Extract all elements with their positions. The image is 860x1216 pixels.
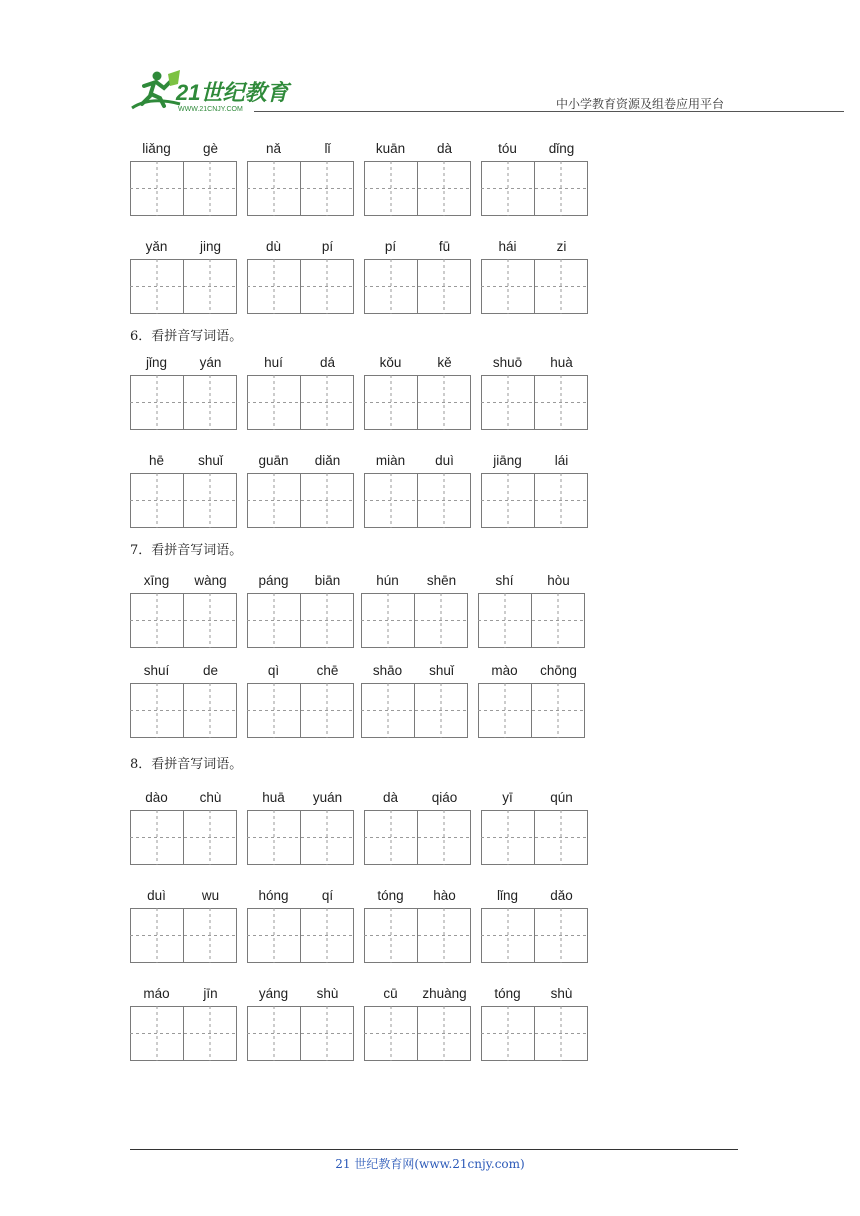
pinyin-syllable: dǐng xyxy=(548,141,575,156)
pinyin-syllable: páng xyxy=(258,573,289,588)
question-6: 6．看拼音写词语。 xyxy=(130,329,243,344)
pinyin-syllable: fū xyxy=(438,239,451,254)
pinyin-row xyxy=(130,141,610,221)
pinyin-syllable: qì xyxy=(267,663,280,678)
pinyin-syllable: shù xyxy=(550,986,573,1001)
tianzige-answer-box[interactable] xyxy=(481,259,588,314)
logo-text: 21世纪教育 xyxy=(176,80,289,105)
tianzige-answer-box[interactable] xyxy=(247,375,354,430)
pinyin-syllable: kuān xyxy=(375,141,406,156)
tianzige-answer-box[interactable] xyxy=(481,473,588,528)
pinyin-syllable: duì xyxy=(435,453,454,468)
pinyin-row xyxy=(130,790,610,870)
pinyin-syllable: yǎn xyxy=(145,239,168,254)
tianzige-answer-box[interactable] xyxy=(247,1006,354,1061)
tianzige-answer-box[interactable] xyxy=(130,473,237,528)
pinyin-syllable: dà xyxy=(382,790,399,805)
pinyin-syllable: kě xyxy=(437,355,452,370)
pinyin-syllable: miàn xyxy=(375,453,406,468)
pinyin-syllable: dà xyxy=(436,141,453,156)
pinyin-syllable: chù xyxy=(199,790,222,805)
pinyin-syllable: shēn xyxy=(426,573,457,588)
tianzige-answer-box[interactable] xyxy=(361,683,468,738)
pinyin-row xyxy=(130,663,610,743)
tianzige-answer-box[interactable] xyxy=(130,908,237,963)
pinyin-syllable: yán xyxy=(199,355,222,370)
tianzige-answer-box[interactable] xyxy=(361,593,468,648)
pinyin-syllable: máo xyxy=(143,986,170,1001)
pinyin-syllable: lǐng xyxy=(496,888,518,903)
tianzige-answer-box[interactable] xyxy=(364,1006,471,1061)
pinyin-syllable: hòu xyxy=(547,573,570,588)
footer-rule xyxy=(130,1149,738,1150)
pinyin-syllable: wu xyxy=(201,888,220,903)
pinyin-syllable: tóng xyxy=(377,888,404,903)
tianzige-answer-box[interactable] xyxy=(247,161,354,216)
pinyin-syllable: dǎo xyxy=(550,888,573,903)
tianzige-answer-box[interactable] xyxy=(247,908,354,963)
pinyin-syllable: mào xyxy=(491,663,518,678)
pinyin-syllable: liǎng xyxy=(142,141,171,156)
tianzige-answer-box[interactable] xyxy=(247,259,354,314)
tianzige-answer-box[interactable] xyxy=(481,1006,588,1061)
page-header xyxy=(120,62,724,114)
pinyin-syllable: yī xyxy=(502,790,513,805)
header-rule xyxy=(254,111,844,112)
pinyin-syllable: chōng xyxy=(540,663,577,678)
pinyin-row xyxy=(130,355,610,435)
tianzige-answer-box[interactable] xyxy=(478,683,585,738)
pinyin-syllable: zhuàng xyxy=(422,986,467,1001)
pinyin-syllable: shāo xyxy=(372,663,403,678)
tianzige-answer-box[interactable] xyxy=(481,810,588,865)
tianzige-answer-box[interactable] xyxy=(364,473,471,528)
pinyin-syllable: dào xyxy=(145,790,168,805)
footer-text: 21 世纪教育网(www.21cnjy.com) xyxy=(335,1157,525,1171)
tianzige-answer-box[interactable] xyxy=(247,593,354,648)
tianzige-answer-box[interactable] xyxy=(247,473,354,528)
logo-url: WWW.21CNJY.COM xyxy=(178,106,243,113)
pinyin-syllable: hún xyxy=(376,573,399,588)
pinyin-syllable: jǐng xyxy=(145,355,167,370)
pinyin-syllable: shí xyxy=(495,573,514,588)
pinyin-syllable: dá xyxy=(319,355,336,370)
tianzige-answer-box[interactable] xyxy=(364,259,471,314)
pinyin-syllable: jing xyxy=(199,239,221,254)
pinyin-syllable: shù xyxy=(316,986,339,1001)
tianzige-answer-box[interactable] xyxy=(130,259,237,314)
tianzige-answer-box[interactable] xyxy=(130,1006,237,1061)
tianzige-answer-box[interactable] xyxy=(130,810,237,865)
pinyin-syllable: hóng xyxy=(258,888,289,903)
pinyin-syllable: hào xyxy=(433,888,456,903)
pinyin-syllable: guān xyxy=(258,453,289,468)
pinyin-syllable: hái xyxy=(498,239,517,254)
tianzige-answer-box[interactable] xyxy=(130,593,237,648)
tianzige-answer-box[interactable] xyxy=(481,161,588,216)
pinyin-syllable: xīng xyxy=(143,573,170,588)
question-7: 7．看拼音写词语。 xyxy=(130,543,243,558)
pinyin-syllable: jīn xyxy=(203,986,218,1001)
pinyin-syllable: shuō xyxy=(492,355,523,370)
pinyin-syllable: jiāng xyxy=(493,453,522,468)
tianzige-answer-box[interactable] xyxy=(247,810,354,865)
pinyin-syllable: wàng xyxy=(194,573,227,588)
pinyin-syllable: yuán xyxy=(312,790,343,805)
pinyin-row xyxy=(130,453,610,533)
pinyin-syllable: huí xyxy=(264,355,283,370)
pinyin-syllable: shuí xyxy=(143,663,170,678)
pinyin-row xyxy=(130,888,610,968)
logo-21cnjy xyxy=(120,66,295,114)
pinyin-syllable: huā xyxy=(262,790,285,805)
tianzige-answer-box[interactable] xyxy=(481,908,588,963)
pinyin-syllable: duì xyxy=(147,888,166,903)
pinyin-syllable: diǎn xyxy=(314,453,341,468)
pinyin-syllable: yáng xyxy=(258,986,289,1001)
pinyin-syllable: biān xyxy=(314,573,341,588)
pinyin-syllable: lǐ xyxy=(324,141,331,156)
tianzige-answer-box[interactable] xyxy=(130,683,237,738)
pinyin-syllable: qí xyxy=(321,888,334,903)
pinyin-syllable: tóu xyxy=(498,141,517,156)
tianzige-answer-box[interactable] xyxy=(478,593,585,648)
pinyin-syllable: shuǐ xyxy=(429,663,454,678)
pinyin-syllable: pí xyxy=(384,239,397,254)
pinyin-syllable: huà xyxy=(550,355,573,370)
pinyin-syllable: lái xyxy=(554,453,569,468)
pinyin-syllable: zi xyxy=(556,239,567,254)
pinyin-syllable: pí xyxy=(321,239,334,254)
tianzige-answer-box[interactable] xyxy=(364,810,471,865)
pinyin-syllable: dù xyxy=(265,239,282,254)
tianzige-answer-box[interactable] xyxy=(364,908,471,963)
tianzige-answer-box[interactable] xyxy=(364,375,471,430)
header-platform-text: 中小学教育资源及组卷应用平台 xyxy=(555,97,724,111)
pinyin-row xyxy=(130,573,610,653)
pinyin-syllable: cū xyxy=(383,986,398,1001)
pinyin-syllable: chē xyxy=(316,663,339,678)
pinyin-syllable: kǒu xyxy=(379,355,402,370)
pinyin-syllable: qiáo xyxy=(431,790,458,805)
tianzige-answer-box[interactable] xyxy=(130,375,237,430)
tianzige-answer-box[interactable] xyxy=(130,161,237,216)
tianzige-answer-box[interactable] xyxy=(364,161,471,216)
pinyin-syllable: shuǐ xyxy=(198,453,223,468)
pinyin-syllable: nǎ xyxy=(265,141,282,156)
tianzige-answer-box[interactable] xyxy=(247,683,354,738)
pinyin-syllable: tóng xyxy=(494,986,521,1001)
pinyin-syllable: de xyxy=(202,663,219,678)
pinyin-syllable: qún xyxy=(550,790,573,805)
pinyin-row xyxy=(130,986,610,1066)
pinyin-row xyxy=(130,239,610,319)
question-8: 8．看拼音写词语。 xyxy=(130,757,243,772)
tianzige-answer-box[interactable] xyxy=(481,375,588,430)
pinyin-syllable: gè xyxy=(202,141,219,156)
pinyin-syllable: hē xyxy=(148,453,165,468)
